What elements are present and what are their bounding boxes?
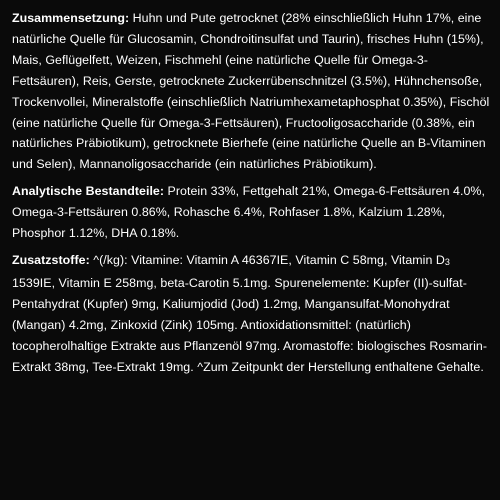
additives-text-part-2: 1539IE, Vitamin E 258mg, beta-Carotin 5.1mg. Spurenelemente: Kupfer (II)-sulfat-Pentahydrat (Kupfer) 9mg, Kaliumjodid (Jod) 1.2mg, Mangansulfat-Monohydrat (Mangan) 4.2mg, Zinkoxid (Zink) 105mg. Antioxidationsmittel: (natürlich) tocopherolhaltige Extrakte aus Pflanzenöl 97mg. Aromastoffe: biologisches Rosmarin-Extrakt 38mg, Tee-Extrakt 19mg. ^Zum Zeitpunkt der Herstellung enthaltene Gehalte. — [12, 275, 488, 374]
additives-section — [12, 250, 490, 377]
analytical-section — [12, 181, 490, 244]
additives-text-part-1: ^(/kg): Vitamine: Vitamin A 46367IE, Vitamin C 58mg, Vitamin D — [89, 252, 445, 267]
composition-label: Zusammensetzung: — [12, 11, 130, 25]
analytical-text: Protein 33%, Fettgehalt 21%, Omega-6-Fettsäuren 4.0%, Omega-3-Fettsäuren 0.86%, Rohasche 6.4%, Rohfaser 1.8%, Kalzium 1.28%, Phosphor 1.12%, DHA 0.18%. — [12, 184, 485, 241]
composition-text: Huhn und Pute getrocknet (28% einschließlich Huhn 17%, eine natürliche Quelle für Glucosamin, Chondroitinsulfat und Taurin), frisches Huhn (15%), Mais, Geflügelfett, Weizen, Fischmehl (eine natürliche Quelle für Omega-3-Fettsäuren), Reis, Gerste, getrocknete Zuckerrübenschnitzel (3.5%), Hühnchensoße, Trockenvollei, Mineralstoffe (einschließlich Natriumhexametaphosphat 0.35%), Fischöl (eine natürliche Quelle für Omega-3-Fettsäuren), Fructooligosaccharide (0.38%, ein natürliches Präbiotikum), getrocknete Bierhefe (eine natürliche Quelle an B-Vitaminen und Selen), Mannanoligosaccharide (ein natürliches Präbiotikum). — [12, 11, 490, 172]
additives-label: Zusatzstoffe: — [12, 252, 90, 267]
analytical-label: Analytische Bestandteile: — [12, 184, 165, 199]
composition-section — [12, 8, 490, 175]
vitamin-d-subscript: 3 — [444, 256, 450, 267]
